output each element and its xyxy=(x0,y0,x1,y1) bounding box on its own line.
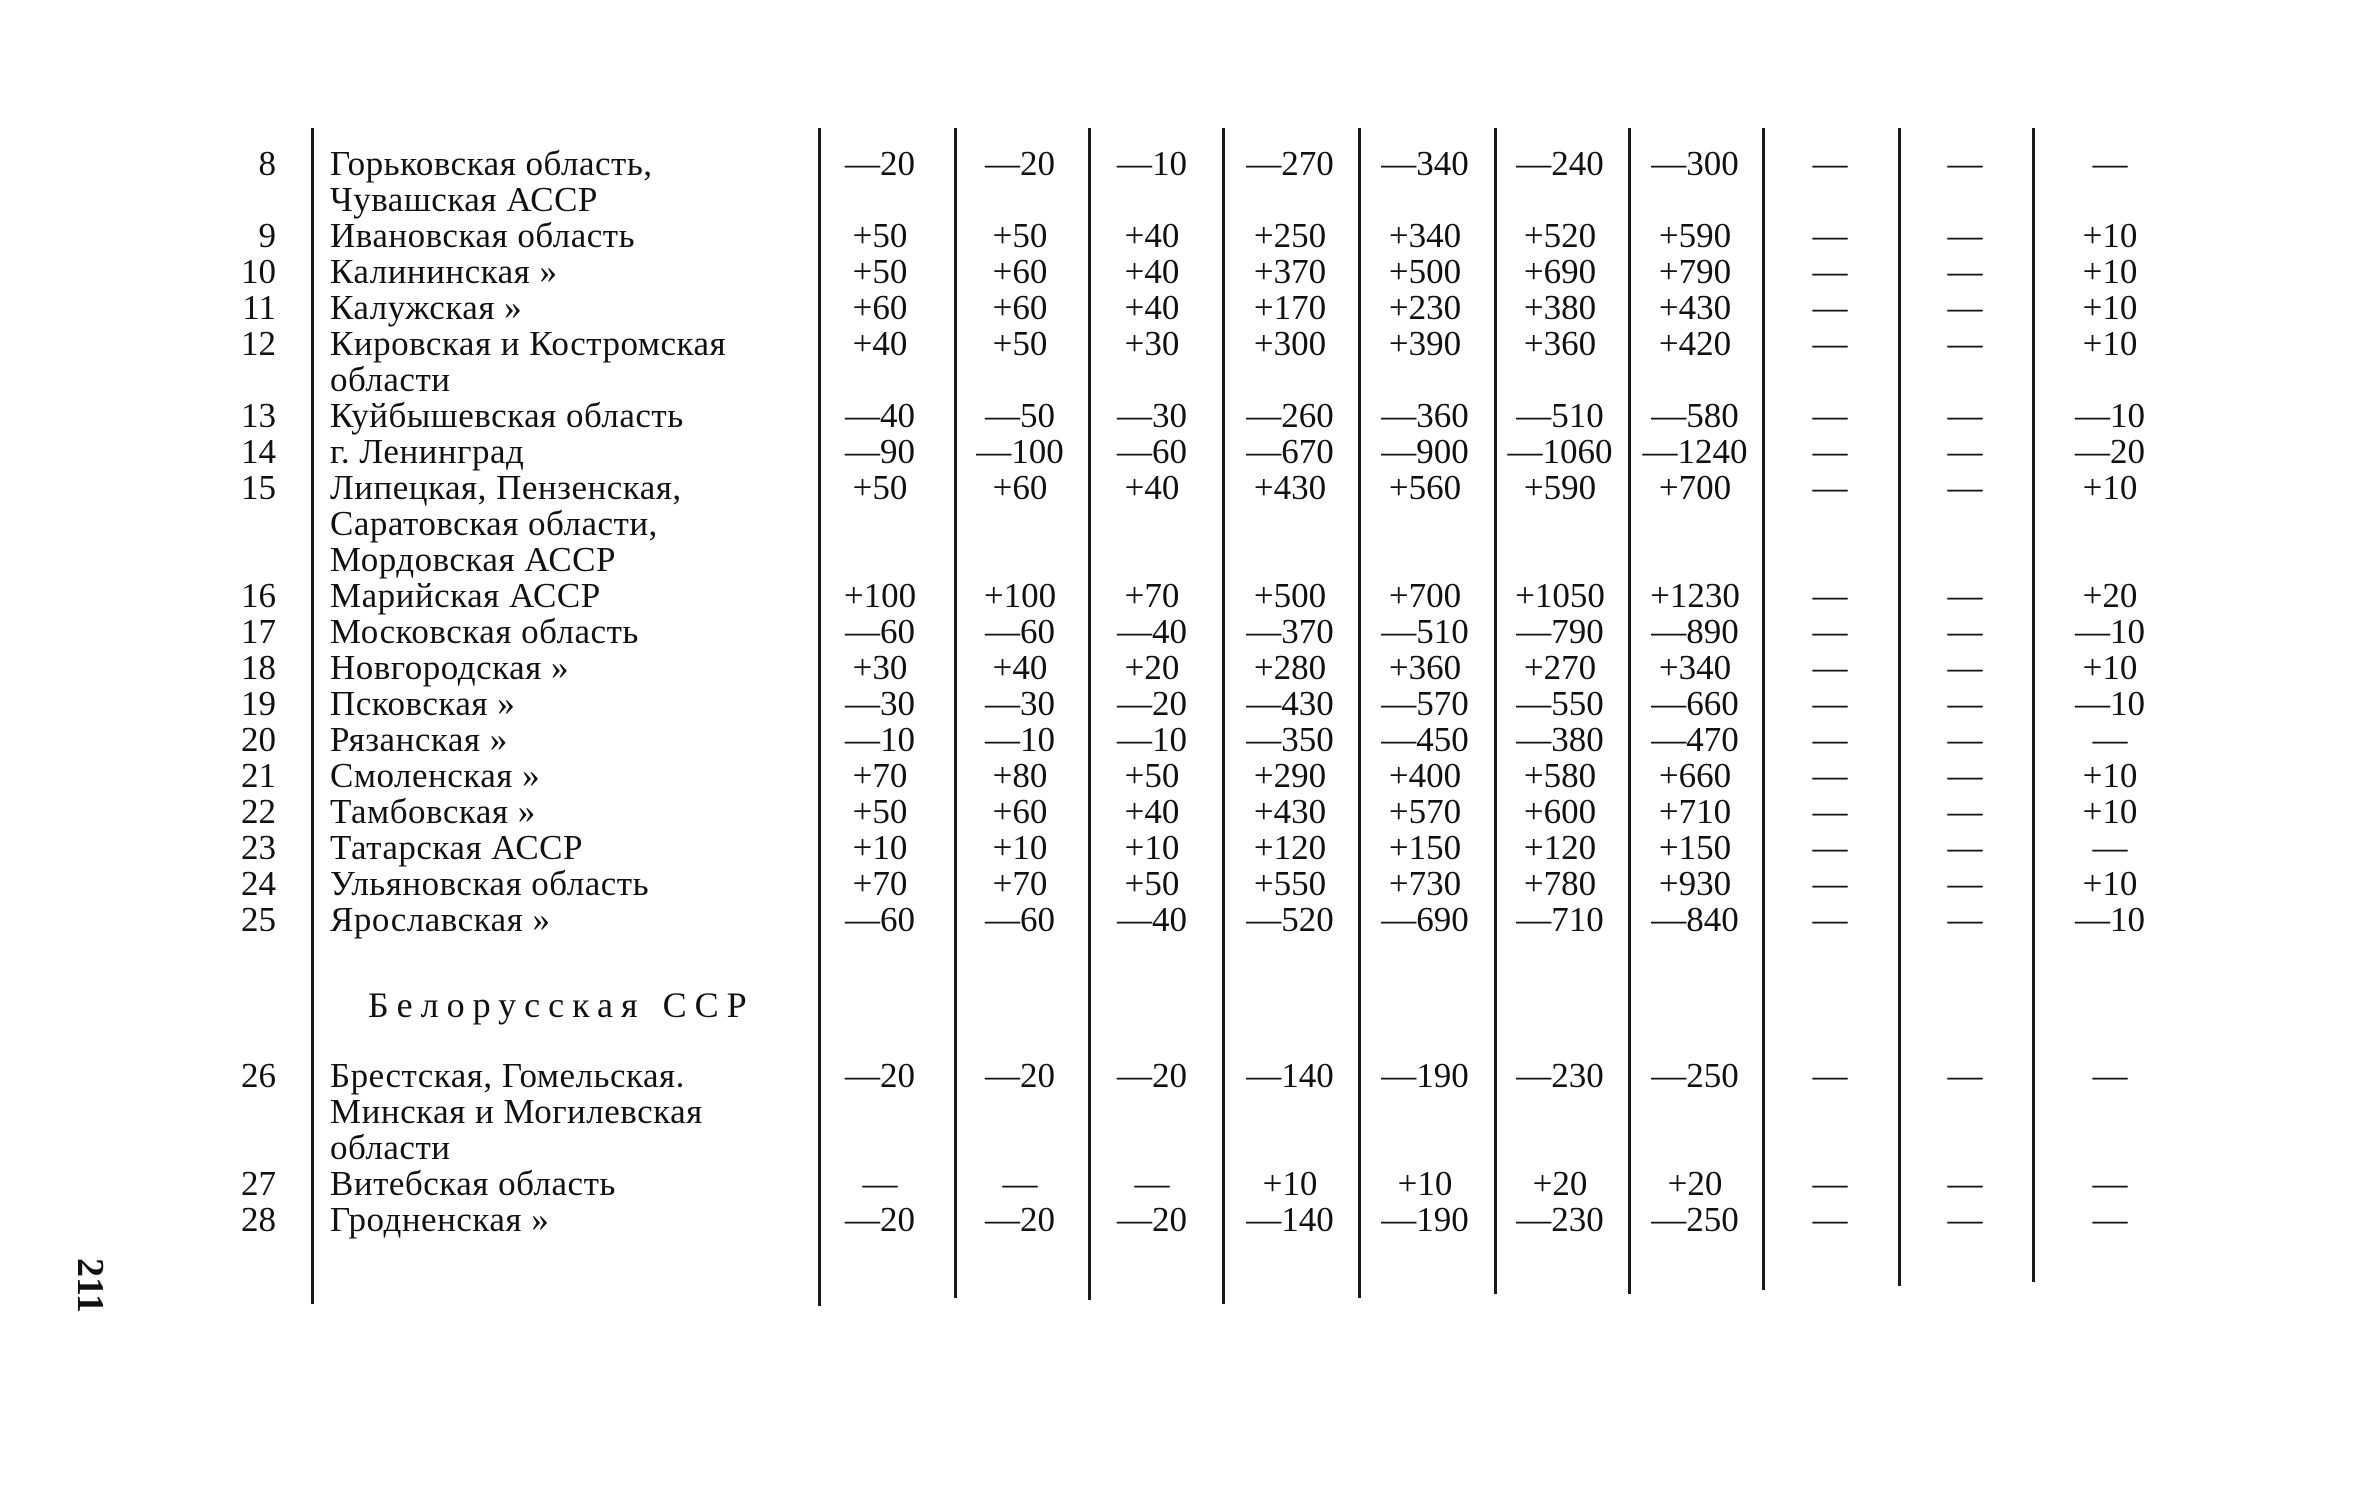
table-cell: +70 xyxy=(1124,576,1180,615)
table-cell: — xyxy=(1947,288,1983,327)
table-cell: +70 xyxy=(852,864,908,903)
table-cell: +570 xyxy=(1388,792,1462,831)
table-cell: —570 xyxy=(1381,684,1469,723)
table-cell: +10 xyxy=(2082,864,2138,903)
table-cell: — xyxy=(1947,612,1983,651)
table-cell: +10 xyxy=(2082,288,2138,327)
region-name: области xyxy=(330,1128,451,1167)
table-cell: —250 xyxy=(1651,1056,1739,1095)
table-cell: —10 xyxy=(2075,684,2145,723)
table-cell: —140 xyxy=(1246,1056,1334,1095)
table-cell: +60 xyxy=(992,792,1048,831)
table-cell: — xyxy=(1947,576,1983,615)
column-rule xyxy=(2032,128,2035,1282)
table-cell: +380 xyxy=(1523,288,1597,327)
region-name: Ульяновская область xyxy=(330,864,650,903)
table-cell: —60 xyxy=(845,612,915,651)
table-cell: —510 xyxy=(1381,612,1469,651)
table-cell: — xyxy=(1812,900,1848,939)
row-number: 21 xyxy=(241,756,276,795)
table-cell: +40 xyxy=(1124,216,1180,255)
table-cell: —380 xyxy=(1516,720,1604,759)
table-cell: +300 xyxy=(1253,324,1327,363)
table-cell: — xyxy=(1947,1164,1983,1203)
table-cell: — xyxy=(1947,432,1983,471)
row-number: 12 xyxy=(241,324,276,363)
table-cell: — xyxy=(1812,216,1848,255)
table-cell: +40 xyxy=(1124,252,1180,291)
row-number: 9 xyxy=(258,216,276,255)
table-cell: +10 xyxy=(1397,1164,1453,1203)
table-cell: —40 xyxy=(845,396,915,435)
table-cell: —60 xyxy=(985,900,1055,939)
table-cell: —20 xyxy=(845,1200,915,1239)
table-cell: — xyxy=(1812,864,1848,903)
table-cell: +50 xyxy=(852,468,908,507)
row-number: 11 xyxy=(242,288,276,327)
table-cell: —20 xyxy=(985,144,1055,183)
table-cell: +30 xyxy=(1124,324,1180,363)
region-name: Брестская, Гомельская. xyxy=(330,1056,685,1095)
table-cell: +230 xyxy=(1388,288,1462,327)
table-cell: — xyxy=(1812,828,1848,867)
region-name: области xyxy=(330,360,451,399)
table-cell: +40 xyxy=(852,324,908,363)
table-cell: — xyxy=(1947,216,1983,255)
table-cell: +390 xyxy=(1388,324,1462,363)
table-cell: +40 xyxy=(1124,468,1180,507)
table-cell: +10 xyxy=(2082,252,2138,291)
table-cell: —30 xyxy=(845,684,915,723)
table-cell: —20 xyxy=(1117,684,1187,723)
table-cell: — xyxy=(1947,828,1983,867)
table-cell: — xyxy=(1812,792,1848,831)
table-cell: —10 xyxy=(2075,396,2145,435)
region-name: Мордовская АССР xyxy=(330,540,616,579)
table-cell: — xyxy=(2092,1056,2128,1095)
table-cell: +40 xyxy=(1124,288,1180,327)
row-number: 28 xyxy=(241,1200,276,1239)
table-cell: — xyxy=(1947,468,1983,507)
table-cell: — xyxy=(2092,1164,2128,1203)
table-cell: — xyxy=(1947,396,1983,435)
table-cell: — xyxy=(1947,720,1983,759)
row-number: 17 xyxy=(241,612,276,651)
region-name: Рязанская » xyxy=(330,720,508,759)
table-cell: +50 xyxy=(992,216,1048,255)
table-cell: — xyxy=(1812,756,1848,795)
table-cell: +20 xyxy=(2082,576,2138,615)
table-cell: +60 xyxy=(992,252,1048,291)
table-cell: —20 xyxy=(1117,1200,1187,1239)
table-cell: +60 xyxy=(852,288,908,327)
table-cell: — xyxy=(1812,576,1848,615)
table-cell: +500 xyxy=(1388,252,1462,291)
table-cell: — xyxy=(1947,864,1983,903)
region-name: Саратовская области, xyxy=(330,504,658,543)
table-cell: —10 xyxy=(2075,612,2145,651)
table-cell: — xyxy=(1812,468,1848,507)
table-cell: — xyxy=(1947,144,1983,183)
table-cell: —10 xyxy=(985,720,1055,759)
table-cell: +10 xyxy=(2082,216,2138,255)
row-number: 16 xyxy=(241,576,276,615)
table-cell: —300 xyxy=(1651,144,1739,183)
table-cell: +400 xyxy=(1388,756,1462,795)
table-cell: +360 xyxy=(1388,648,1462,687)
table-cell: —140 xyxy=(1246,1200,1334,1239)
table-cell: —260 xyxy=(1246,396,1334,435)
region-name: Ивановская область xyxy=(330,216,636,255)
table-cell: +170 xyxy=(1253,288,1327,327)
row-number: 19 xyxy=(241,684,276,723)
table-cell: —430 xyxy=(1246,684,1334,723)
table-cell: — xyxy=(1947,252,1983,291)
table-cell: —1060 xyxy=(1507,432,1613,471)
table-cell: —890 xyxy=(1651,612,1739,651)
table-cell: +340 xyxy=(1658,648,1732,687)
table-cell: — xyxy=(1812,252,1848,291)
table-cell: — xyxy=(1812,684,1848,723)
table-cell: +50 xyxy=(1124,864,1180,903)
table-cell: —230 xyxy=(1516,1056,1604,1095)
table-cell: —40 xyxy=(1117,612,1187,651)
table-cell: +20 xyxy=(1532,1164,1588,1203)
table-cell: —900 xyxy=(1381,432,1469,471)
table-cell: — xyxy=(1134,1164,1170,1203)
table-cell: — xyxy=(1947,1200,1983,1239)
table-cell: —660 xyxy=(1651,684,1739,723)
table-cell: +10 xyxy=(2082,648,2138,687)
table-cell: — xyxy=(1812,612,1848,651)
table-cell: —190 xyxy=(1381,1200,1469,1239)
row-number: 25 xyxy=(241,900,276,939)
table-cell: — xyxy=(1947,1056,1983,1095)
table-cell: —250 xyxy=(1651,1200,1739,1239)
region-name: г. Ленинград xyxy=(330,432,525,471)
table-cell: +370 xyxy=(1253,252,1327,291)
region-name: Тамбовская » xyxy=(330,792,536,831)
table-cell: +10 xyxy=(2082,468,2138,507)
table-cell: +100 xyxy=(843,576,917,615)
table-cell: +930 xyxy=(1658,864,1732,903)
table-cell: +70 xyxy=(852,756,908,795)
region-name: Псковская » xyxy=(330,684,516,723)
table-cell: —90 xyxy=(845,432,915,471)
region-name: Горьковская область, xyxy=(330,144,653,183)
table-cell: — xyxy=(1812,396,1848,435)
table-cell: +50 xyxy=(852,792,908,831)
row-number: 22 xyxy=(241,792,276,831)
table-cell: +120 xyxy=(1253,828,1327,867)
table-cell: — xyxy=(2092,720,2128,759)
row-number: 14 xyxy=(241,432,276,471)
table-cell: +120 xyxy=(1523,828,1597,867)
table-cell: +20 xyxy=(1667,1164,1723,1203)
table-cell: +10 xyxy=(2082,324,2138,363)
table-cell: +600 xyxy=(1523,792,1597,831)
table-cell: —20 xyxy=(985,1056,1055,1095)
table-cell: —20 xyxy=(845,144,915,183)
table-cell: —10 xyxy=(1117,720,1187,759)
table-cell: +660 xyxy=(1658,756,1732,795)
table-cell: +430 xyxy=(1658,288,1732,327)
table-cell: —550 xyxy=(1516,684,1604,723)
table-cell: +10 xyxy=(992,828,1048,867)
table-cell: — xyxy=(1947,756,1983,795)
table-cell: +590 xyxy=(1658,216,1732,255)
table-cell: —360 xyxy=(1381,396,1469,435)
table-cell: —10 xyxy=(1117,144,1187,183)
region-name: Витебская область xyxy=(330,1164,616,1203)
region-name: Липецкая, Пензенская, xyxy=(330,468,682,507)
table-cell: +420 xyxy=(1658,324,1732,363)
table-cell: —270 xyxy=(1246,144,1334,183)
table-cell: —450 xyxy=(1381,720,1469,759)
table-cell: —340 xyxy=(1381,144,1469,183)
table-cell: —10 xyxy=(2075,900,2145,939)
table-cell: +10 xyxy=(852,828,908,867)
table-cell: +10 xyxy=(2082,792,2138,831)
table-cell: — xyxy=(1002,1164,1038,1203)
row-number: 18 xyxy=(241,648,276,687)
region-name: Смоленская » xyxy=(330,756,541,795)
table-cell: +100 xyxy=(983,576,1057,615)
table-cell: —20 xyxy=(985,1200,1055,1239)
table-cell: —100 xyxy=(976,432,1064,471)
table-cell: +150 xyxy=(1388,828,1462,867)
table-cell: — xyxy=(862,1164,898,1203)
table-cell: +50 xyxy=(852,252,908,291)
table-cell: — xyxy=(1947,684,1983,723)
table-cell: +430 xyxy=(1253,792,1327,831)
table-cell: —580 xyxy=(1651,396,1739,435)
table-cell: +280 xyxy=(1253,648,1327,687)
table-cell: +10 xyxy=(2082,756,2138,795)
section-title: Белорусская ССР xyxy=(368,985,755,1025)
table-cell: — xyxy=(1812,144,1848,183)
region-name: Гродненская » xyxy=(330,1200,550,1239)
region-name: Татарская АССР xyxy=(330,828,583,867)
table-cell: +710 xyxy=(1658,792,1732,831)
table-cell: —60 xyxy=(845,900,915,939)
table-cell: +500 xyxy=(1253,576,1327,615)
table-cell: —790 xyxy=(1516,612,1604,651)
column-rule xyxy=(311,128,314,1304)
table-cell: —230 xyxy=(1516,1200,1604,1239)
table-cell: —1240 xyxy=(1642,432,1748,471)
row-number: 10 xyxy=(241,252,276,291)
table-cell: — xyxy=(1812,324,1848,363)
table-cell: —60 xyxy=(985,612,1055,651)
table-cell: +50 xyxy=(1124,756,1180,795)
table-cell: +20 xyxy=(1124,648,1180,687)
table-cell: +80 xyxy=(992,756,1048,795)
table-cell: —370 xyxy=(1246,612,1334,651)
table-cell: +560 xyxy=(1388,468,1462,507)
region-name: Новгородская » xyxy=(330,648,569,687)
table-cell: +340 xyxy=(1388,216,1462,255)
table-cell: +10 xyxy=(1124,828,1180,867)
table-cell: +790 xyxy=(1658,252,1732,291)
table-cell: +700 xyxy=(1658,468,1732,507)
row-number: 20 xyxy=(241,720,276,759)
table-cell: —510 xyxy=(1516,396,1604,435)
table-cell: +60 xyxy=(992,468,1048,507)
table-cell: — xyxy=(1812,288,1848,327)
table-cell: —350 xyxy=(1246,720,1334,759)
row-number: 27 xyxy=(241,1164,276,1203)
table-cell: — xyxy=(2092,828,2128,867)
table-cell: +40 xyxy=(992,648,1048,687)
table-cell: +520 xyxy=(1523,216,1597,255)
table-cell: +50 xyxy=(852,216,908,255)
table-cell: +70 xyxy=(992,864,1048,903)
table-cell: — xyxy=(1947,648,1983,687)
row-number: 13 xyxy=(241,396,276,435)
table-cell: +580 xyxy=(1523,756,1597,795)
table-cell: — xyxy=(1947,324,1983,363)
region-name: Марийская АССР xyxy=(330,576,601,615)
table-cell: +10 xyxy=(1262,1164,1318,1203)
table-cell: —690 xyxy=(1381,900,1469,939)
region-name: Кировская и Костромская xyxy=(330,324,727,363)
table-cell: —30 xyxy=(985,684,1055,723)
table-cell: — xyxy=(1812,1164,1848,1203)
table-cell: — xyxy=(2092,144,2128,183)
table-cell: —240 xyxy=(1516,144,1604,183)
table-cell: +690 xyxy=(1523,252,1597,291)
page-number: 211 xyxy=(69,1258,111,1313)
table-cell: — xyxy=(2092,1200,2128,1239)
table-cell: +30 xyxy=(852,648,908,687)
table-cell: +50 xyxy=(992,324,1048,363)
table-cell: — xyxy=(1812,1056,1848,1095)
region-name: Калининская » xyxy=(330,252,558,291)
table-cell: +1050 xyxy=(1515,576,1605,615)
table-cell: —470 xyxy=(1651,720,1739,759)
table-cell: +780 xyxy=(1523,864,1597,903)
region-name: Калужская » xyxy=(330,288,523,327)
table-cell: —20 xyxy=(2075,432,2145,471)
table-cell: —520 xyxy=(1246,900,1334,939)
table-cell: —190 xyxy=(1381,1056,1469,1095)
row-number: 8 xyxy=(258,144,276,183)
table-cell: —840 xyxy=(1651,900,1739,939)
table-cell: — xyxy=(1812,1200,1848,1239)
table-cell: +590 xyxy=(1523,468,1597,507)
table-cell: +430 xyxy=(1253,468,1327,507)
table-cell: — xyxy=(1812,432,1848,471)
table-cell: +150 xyxy=(1658,828,1732,867)
table-cell: +40 xyxy=(1124,792,1180,831)
region-name: Ярославская » xyxy=(330,900,551,939)
row-number: 15 xyxy=(241,468,276,507)
table-cell: — xyxy=(1812,648,1848,687)
table-cell: +360 xyxy=(1523,324,1597,363)
row-number: 26 xyxy=(241,1056,276,1095)
region-name: Куйбышевская область xyxy=(330,396,684,435)
region-name: Московская область xyxy=(330,612,639,651)
table-cell: +60 xyxy=(992,288,1048,327)
table-cell: +550 xyxy=(1253,864,1327,903)
table-cell: +730 xyxy=(1388,864,1462,903)
table-cell: +700 xyxy=(1388,576,1462,615)
table-cell: —10 xyxy=(845,720,915,759)
table-cell: — xyxy=(1947,900,1983,939)
table-cell: +270 xyxy=(1523,648,1597,687)
table-cell: +290 xyxy=(1253,756,1327,795)
table-cell: —50 xyxy=(985,396,1055,435)
table-cell: —670 xyxy=(1246,432,1334,471)
table-cell: —40 xyxy=(1117,900,1187,939)
table-cell: —30 xyxy=(1117,396,1187,435)
table-cell: +1230 xyxy=(1650,576,1740,615)
table-cell: —710 xyxy=(1516,900,1604,939)
table-cell: —20 xyxy=(1117,1056,1187,1095)
table-cell: —60 xyxy=(1117,432,1187,471)
row-number: 24 xyxy=(241,864,276,903)
region-name: Чувашская АССР xyxy=(330,180,598,219)
table-cell: —20 xyxy=(845,1056,915,1095)
table-cell: — xyxy=(1812,720,1848,759)
region-name: Минская и Могилевская xyxy=(330,1092,703,1131)
table-cell: +250 xyxy=(1253,216,1327,255)
row-number: 23 xyxy=(241,828,276,867)
table-cell: — xyxy=(1947,792,1983,831)
